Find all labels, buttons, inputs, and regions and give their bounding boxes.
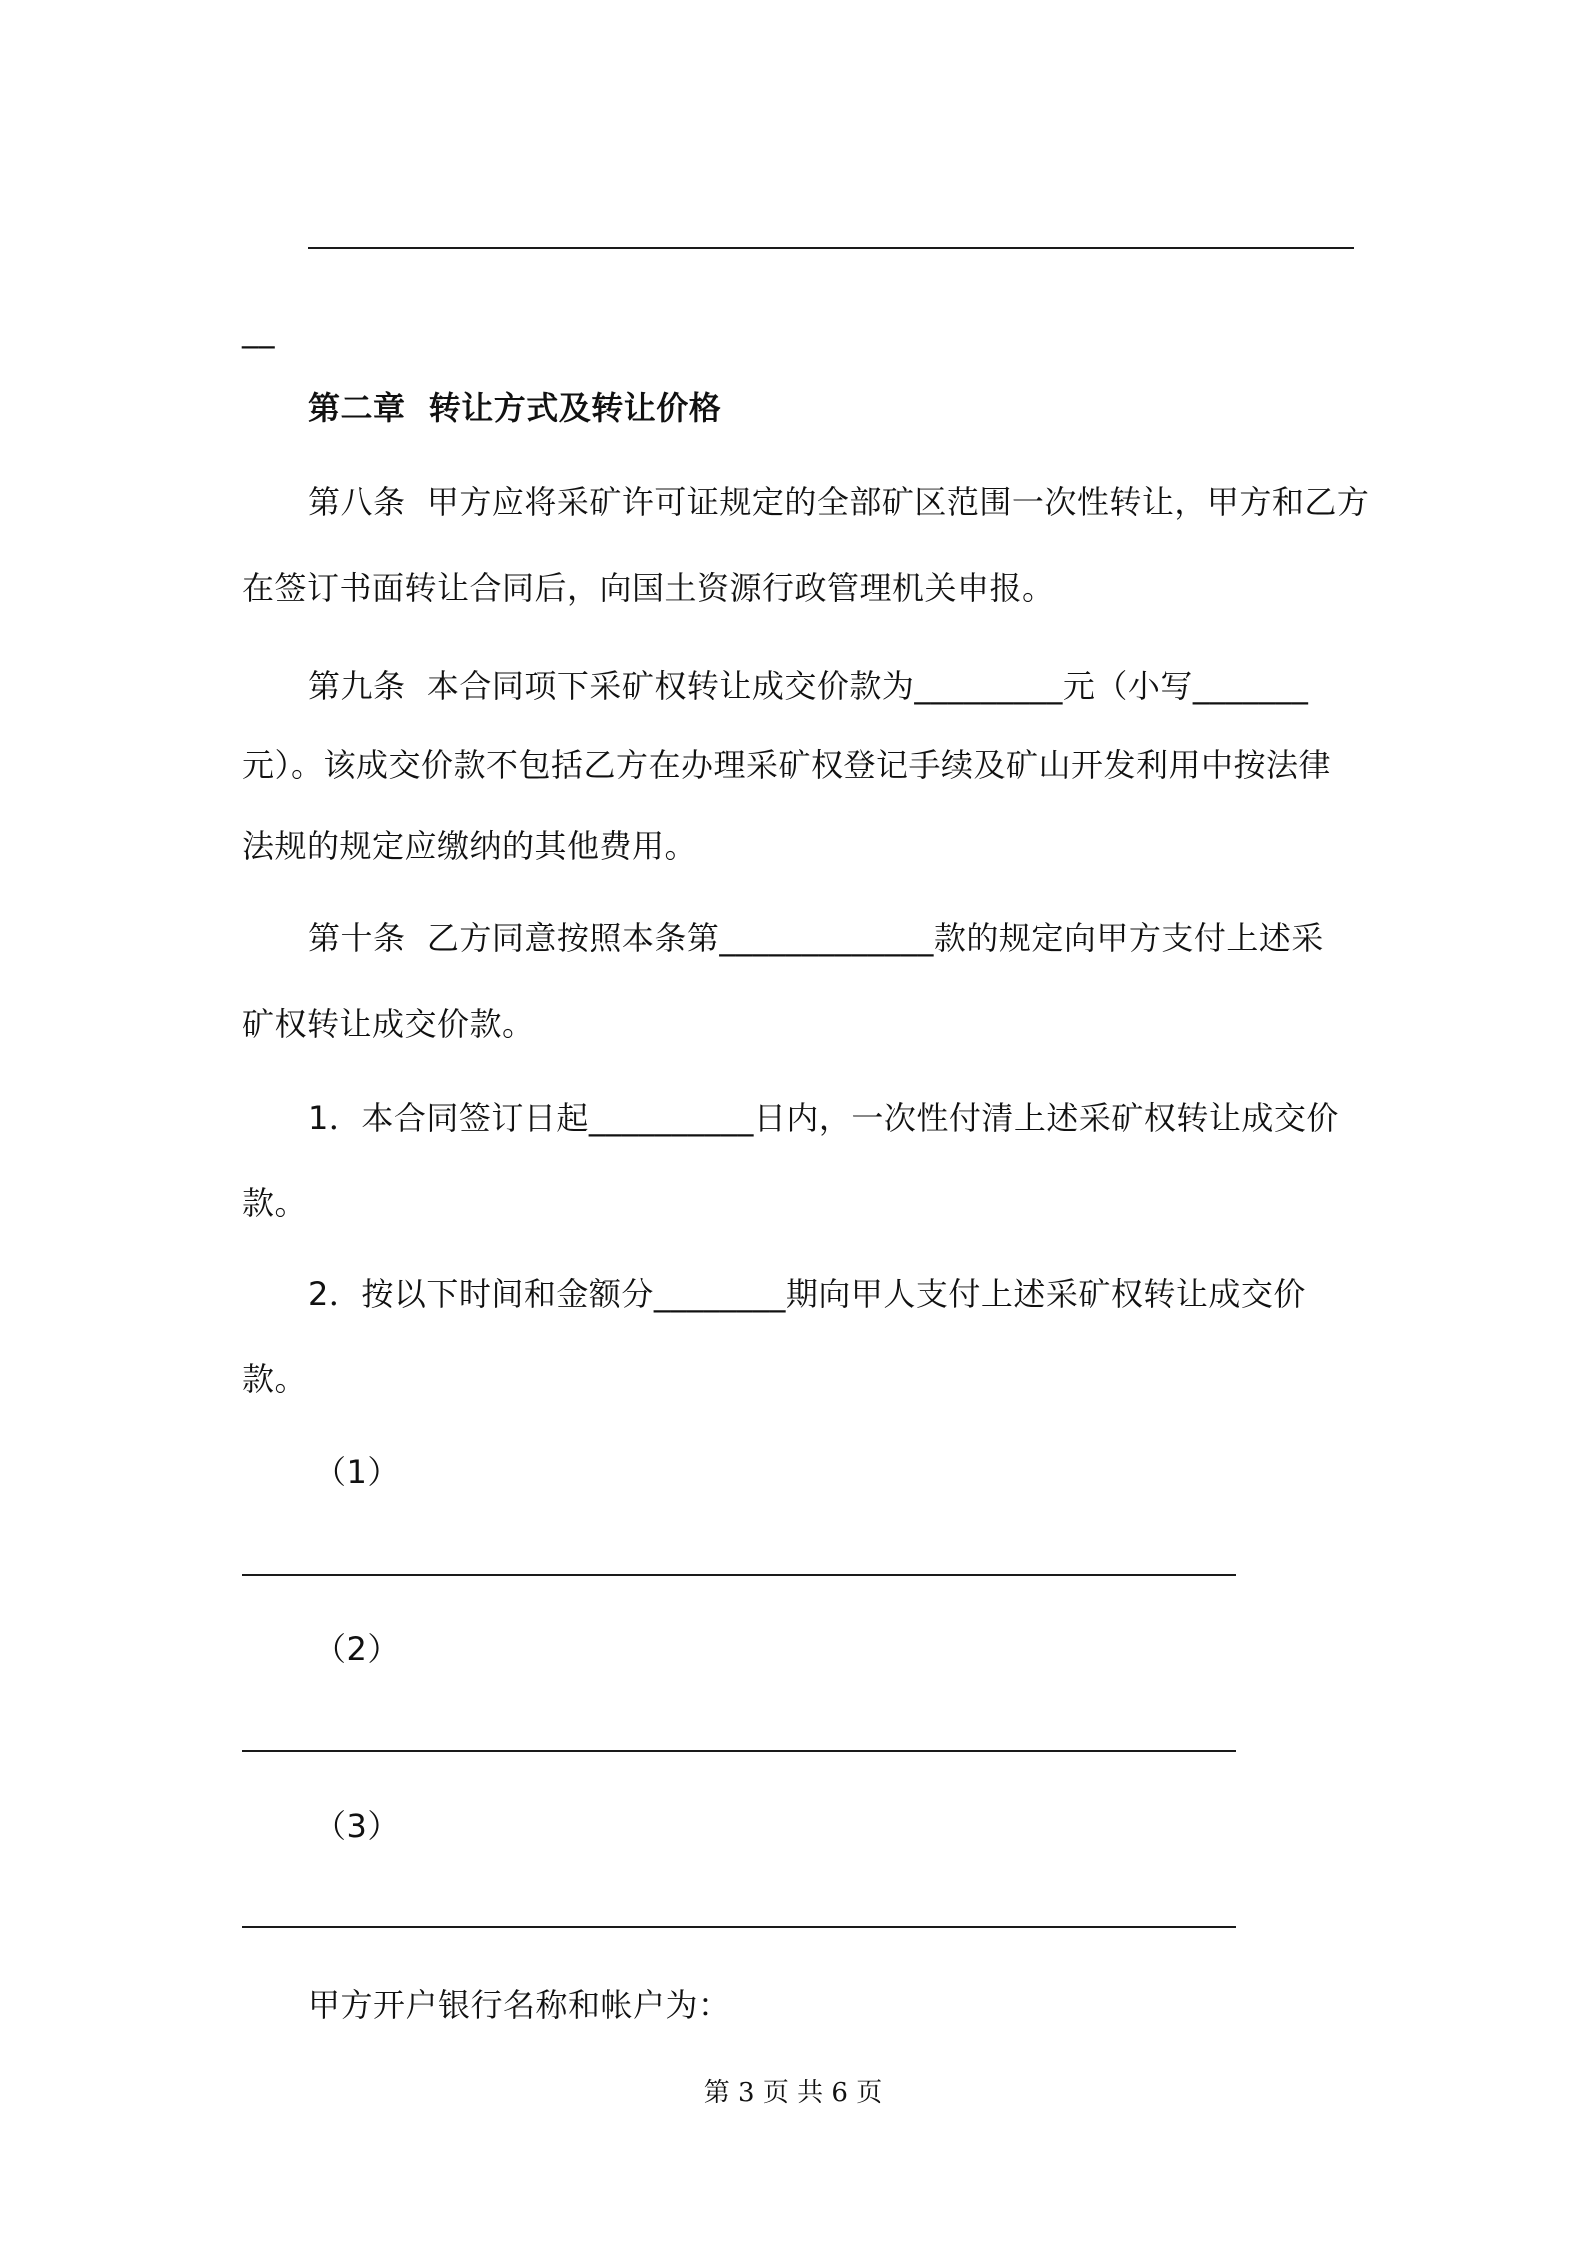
payment-option-2-line-1: 2．按以下时间和金额分________期向甲人支付上述采矿权转让成交价: [308, 1275, 1306, 1313]
article-9-line-2: 元）。该成交价款不包括乙方在办理采矿权登记手续及矿山开发利用中按法律: [242, 746, 1332, 784]
page-number-footer: 第 3 页 共 6 页: [703, 2078, 883, 2108]
article-8-line-1: 第八条 甲方应将采矿许可证规定的全部矿区范围一次性转让，甲方和乙方: [308, 483, 1370, 521]
continuation-blank-line: [308, 247, 1354, 249]
article-9-line-3: 法规的规定应缴纳的其他费用。: [242, 827, 698, 865]
article-10-line-2: 矿权转让成交价款。: [242, 1005, 535, 1043]
article-10-line-1: 第十条 乙方同意按照本条第_____________款的规定向甲方支付上述采: [308, 919, 1324, 957]
installment-1-label: （1）: [314, 1453, 400, 1491]
payment-option-1-line-2: 款。: [242, 1184, 308, 1222]
installment-3-label: （3）: [314, 1807, 400, 1845]
article-9-line-1: 第九条 本合同项下采矿权转让成交价款为_________元（小写_______: [308, 667, 1309, 705]
installment-2-label: （2）: [314, 1630, 400, 1668]
installment-2-blank-line: [242, 1750, 1236, 1752]
bank-account-label: 甲方开户银行名称和帐户为：: [308, 1986, 731, 2024]
article-8-line-2: 在签订书面转让合同后，向国土资源行政管理机关申报。: [242, 569, 1055, 607]
installment-1-blank-line: [242, 1574, 1236, 1576]
installment-3-blank-line: [242, 1926, 1236, 1928]
payment-option-2-line-2: 款。: [242, 1360, 308, 1398]
continuation-blank-line-tail: __: [242, 311, 275, 349]
chapter-title: 第二章 转让方式及转让价格: [308, 389, 722, 427]
payment-option-1-line-1: 1．本合同签订日起__________日内，一次性付清上述采矿权转让成交价: [308, 1099, 1339, 1137]
